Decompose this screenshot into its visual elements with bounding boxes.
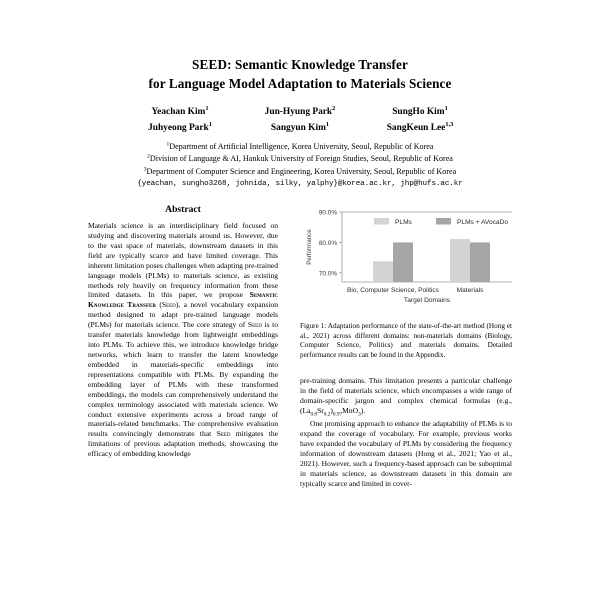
title-line-1	[192, 57, 408, 72]
affiliation-list	[0, 141, 600, 190]
abstract-bold-k: K	[88, 300, 94, 310]
title-line-1-rest: : Semantic Knowledge Transfer	[227, 57, 408, 72]
abstract-bold-ransfer: ransfer	[132, 300, 160, 310]
abstract-bold-emantic: emantic	[253, 290, 278, 300]
author-affiliation-marker: 1	[208, 120, 212, 128]
abstract-seed-close: ), a	[175, 300, 187, 310]
x-axis-title: Target Domains	[403, 297, 451, 304]
y-tick-label: 80.0%	[318, 239, 337, 247]
author-list	[0, 105, 600, 135]
author	[240, 121, 360, 136]
author-name: Sangyun Kim	[270, 122, 326, 133]
author-affiliation-marker: 1	[444, 105, 448, 113]
intro-paragraph-1	[300, 376, 512, 416]
title-block	[0, 0, 600, 93]
intro-para-1-lead: pre-training domains. This limitation presents a particular challenge in the field of materials science, which encompasses a wide range of domain-specific jargon and complex chemical formulas (e.g.,	[300, 376, 512, 406]
column-right	[300, 204, 512, 488]
author	[360, 121, 480, 136]
page-title	[60, 56, 540, 93]
title-line-2: for Language Model Adaptation to Materials Science	[148, 75, 452, 91]
abstract-seed-mention-3: Seed	[216, 429, 231, 439]
abstract-seed-mention-2: Seed	[247, 320, 262, 330]
affiliation-marker: 1	[166, 141, 170, 148]
author	[120, 105, 240, 120]
y-tick-label: 70.0%	[318, 270, 337, 278]
y-tick-marks	[339, 212, 342, 273]
abstract-part-2: novel vocabulary expansion method designed to adapt pre-trained language models (PLMs) for materials science. The core strategy of	[88, 300, 278, 330]
bar-plms-group1	[373, 261, 393, 282]
author-emails: {yeachan, sungho3268, johnida, silky, yalphy}@korea.ac.kr, jhp@hufs.ac.kr	[137, 179, 463, 188]
affiliation-text: Department of Computer Science and Engineering, Korea University, Seoul, Republic of Korea	[146, 166, 457, 176]
figure-caption-prefix: Figure 1:	[300, 322, 327, 330]
affiliation	[0, 153, 600, 165]
author-name: SangKeun Lee	[386, 122, 446, 133]
author-name: Yeachan Kim	[151, 107, 206, 118]
body-columns	[0, 204, 600, 488]
abstract-part-4: mitigates the limitations of previous adaptation methods, showcasing the efficacy of embedding knowledge	[88, 429, 278, 459]
author-affiliation-marker: 1,3	[445, 120, 454, 128]
bar-plms-avocado-group2	[470, 242, 490, 282]
bar-chart-svg	[300, 204, 512, 312]
abstract-seed-acronym: eed	[166, 300, 176, 310]
abstract-part-1: Materials science is an interdisciplinary field focused on studying and discovering materials around us. However, due to the vast space of materials, downstream datasets in this field are typically scarce and have limited coverage. This inherent limitation poses challenges when adapting pre-trained language models (PLMs) to materials science, as existing methods rely heavily on frequency information from these limited datasets. In this paper, we propose	[88, 221, 278, 300]
figure-caption-text: Adaptation performance of the state-of-the-art method (Hong et al., 2021) across different domains: non-materials domains (Biology, Computer Science, Politics) and materials domains. Detailed performance results can be found in the Appendix.	[300, 322, 513, 359]
author-affiliation-marker: 1	[325, 120, 330, 128]
author-affiliation-marker: 2	[332, 105, 336, 113]
abstract-text	[88, 221, 278, 459]
column-left	[88, 204, 278, 488]
intro-para-1-tail: ).	[360, 406, 366, 416]
author-name: Juhyeong Park	[148, 122, 209, 133]
x-tick-label: Materials	[456, 287, 484, 294]
figure-1	[300, 204, 512, 360]
affiliation-text: Department of Artificial Intelligence, Korea University, Seoul, Republic of Korea	[169, 141, 434, 151]
bar-plms-avocado-group1	[393, 242, 413, 282]
affiliation-marker: 2	[147, 153, 150, 160]
introduction-text	[300, 376, 512, 488]
author-row-2	[0, 121, 600, 136]
author-name: SungHo Kim	[392, 107, 445, 118]
y-tick-label: 90.0%	[318, 209, 337, 217]
title-smallcaps: EED	[199, 57, 228, 72]
abstract-seed-open: (S	[159, 300, 167, 310]
legend-swatch-plms	[374, 218, 389, 225]
x-tick-label: Bio, Computer Science, Politics	[347, 287, 439, 294]
affiliation-text: Division of Language & AI, Hankuk University of Foreign Studies, Seoul, Republic of Korea	[149, 154, 453, 164]
chart-legend	[374, 218, 508, 226]
legend-label-plms: PLMs	[395, 219, 412, 226]
author-affiliation-marker: 1	[205, 105, 209, 113]
x-tick-labels	[347, 287, 484, 294]
affiliation-marker: 3	[143, 165, 147, 172]
author-row-1	[0, 105, 600, 120]
bar-plms-group2	[450, 239, 470, 282]
abstract-heading: Abstract	[165, 204, 201, 215]
chemical-formula: $(La_{0.8}Sr_{0.2})_{0.97}MnO_3$	[300, 406, 361, 418]
figure-caption	[300, 322, 512, 360]
title-initial: S	[192, 57, 200, 72]
y-axis-title: Performance	[306, 229, 313, 265]
intro-paragraph-2: One promising approach to enhance the adaptability of PLMs is to expand the coverage of vocabulary. For example, previous works have expanded the vocabulary of PLMs by considering the frequency information of downstream datasets (Hong et al., 2021; Yao et al., 2021). However, such a frequency-based approach can be suboptimal in materials science, as downstream datasets in this domain are typically scarce and limited in cover-	[300, 419, 512, 488]
author	[240, 105, 360, 120]
author	[360, 105, 480, 120]
author	[120, 121, 240, 136]
adaptation-performance-chart	[300, 204, 512, 312]
affiliation	[0, 141, 600, 153]
legend-label-plms-avocado: PLMs + AVocaDo	[457, 219, 509, 226]
abstract-bold-s: S	[249, 290, 254, 300]
y-tick-labels	[319, 209, 337, 277]
abstract-bold-t: T	[127, 300, 133, 310]
author-name: Jun-Hyung Park	[264, 107, 333, 118]
abstract-bold-nowledge: nowledge	[93, 300, 128, 310]
abstract-part-3: is to transfer materials knowledge from lightweight embeddings into PLMs. To achieve this, we introduce knowledge bridge networks, which learn to transfer the latent knowledge embedded in materials-specific embeddings into representations compatible with PLMs. By expanding the embedding layer of PLMs with these transformed embeddings, the models can comprehensively understand the complex terminology associated with materials science. We conduct extensive experiments across a broad range of materials-related benchmarks. The comprehensive evaluation results convincingly demonstrate that	[88, 320, 278, 439]
affiliation	[0, 166, 600, 178]
legend-swatch-plms-avocado	[436, 218, 451, 225]
